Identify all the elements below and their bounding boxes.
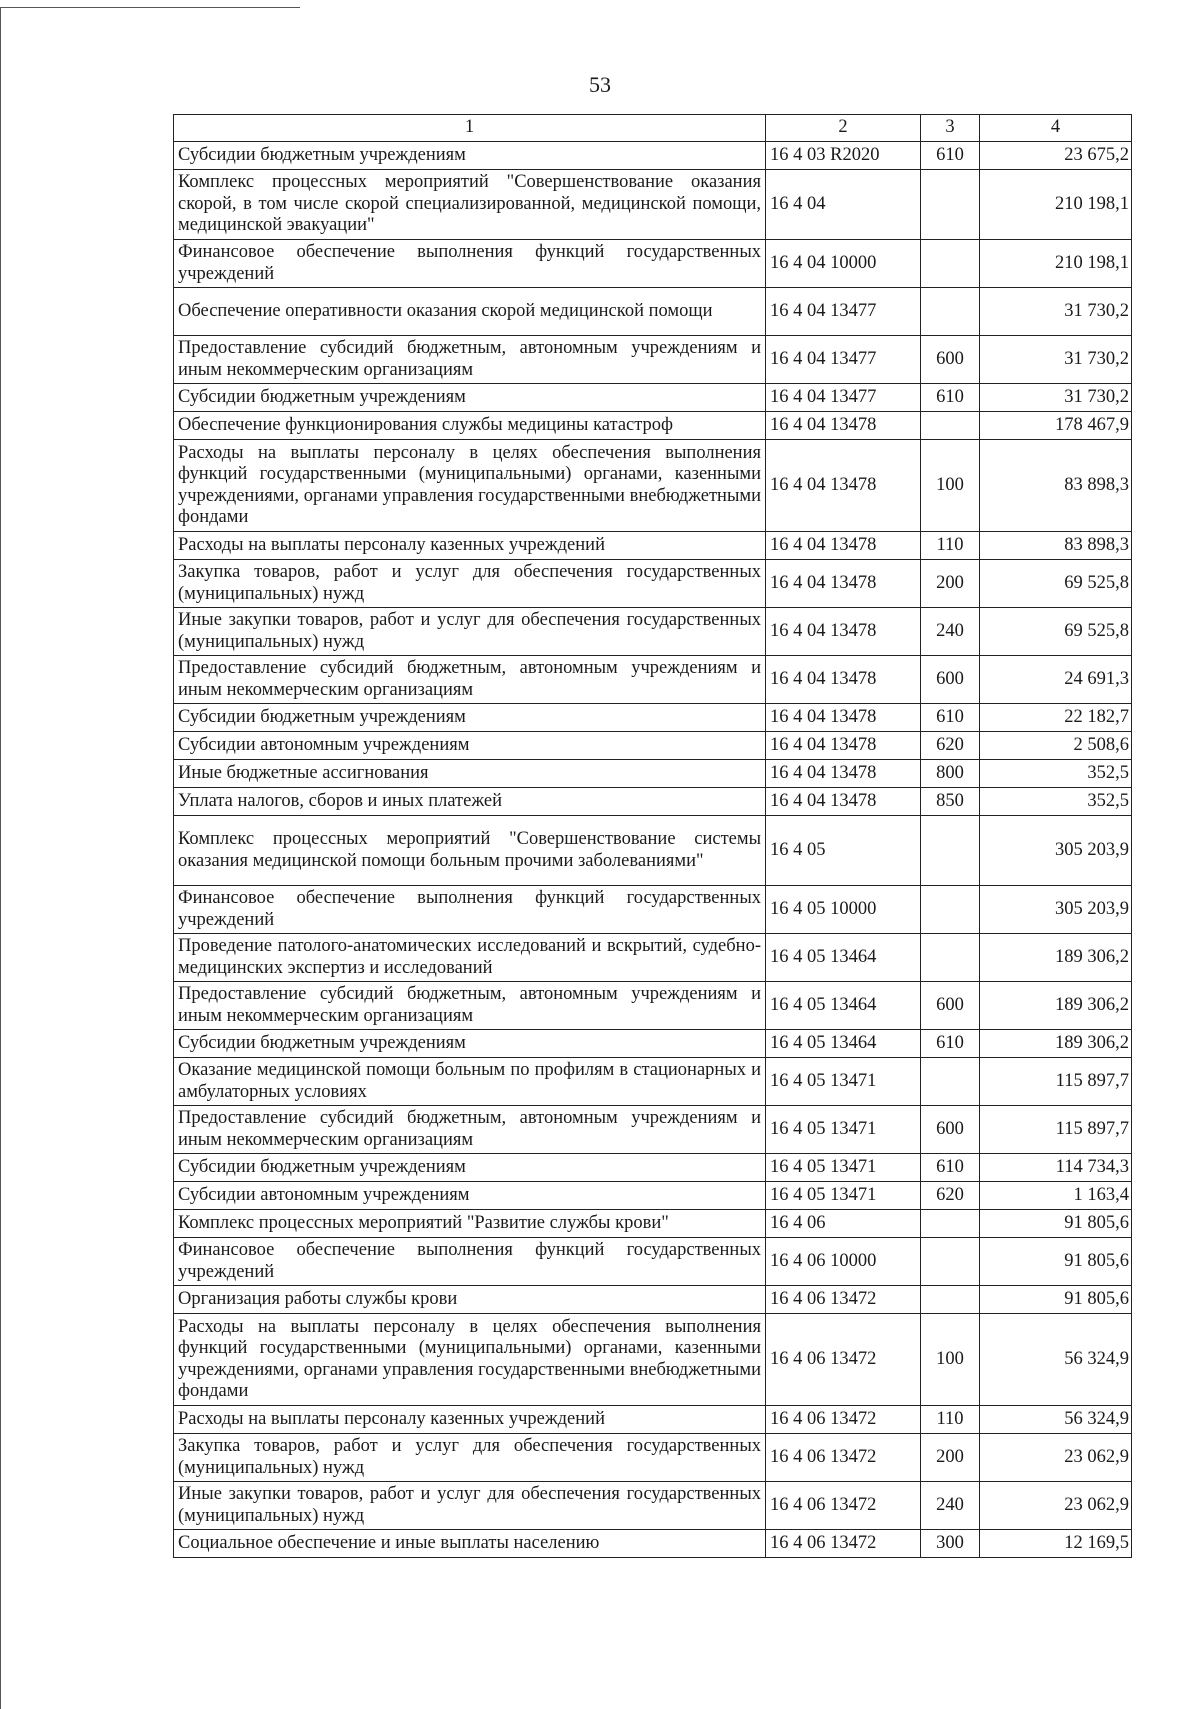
row-amount: 189 306,2 [980, 1030, 1132, 1058]
row-expense-type [921, 1058, 980, 1106]
table-row [174, 788, 1132, 816]
row-name: Комплекс процессных мероприятий "Развитие службы крови" [174, 1210, 766, 1238]
table-row [174, 1182, 1132, 1210]
row-code: 16 4 04 13478 [766, 760, 921, 788]
row-name: Иные закупки товаров, работ и услуг для обеспечения государственных (муниципальных) нужд [174, 1482, 766, 1530]
table-row [174, 982, 1132, 1030]
row-amount: 23 062,9 [980, 1434, 1132, 1482]
row-name: Субсидии бюджетным учреждениям [174, 142, 766, 170]
row-code: 16 4 05 13471 [766, 1058, 921, 1106]
row-expense-type [921, 170, 980, 240]
table-row [174, 336, 1132, 384]
row-expense-type: 610 [921, 704, 980, 732]
row-amount: 91 805,6 [980, 1210, 1132, 1238]
row-name: Предоставление субсидий бюджетным, автономным учреждениям и иным некоммерческим организациям [174, 656, 766, 704]
row-code: 16 4 05 10000 [766, 886, 921, 934]
row-name: Предоставление субсидий бюджетным, автономным учреждениям и иным некоммерческим организациям [174, 1106, 766, 1154]
row-name: Предоставление субсидий бюджетным, автономным учреждениям и иным некоммерческим организациям [174, 982, 766, 1030]
row-name: Субсидии бюджетным учреждениям [174, 1030, 766, 1058]
row-code: 16 4 06 13472 [766, 1434, 921, 1482]
row-expense-type: 110 [921, 1406, 980, 1434]
row-name: Социальное обеспечение и иные выплаты населению [174, 1530, 766, 1558]
row-expense-type: 600 [921, 1106, 980, 1154]
row-expense-type: 240 [921, 608, 980, 656]
row-code: 16 4 05 13464 [766, 1030, 921, 1058]
row-code: 16 4 04 13477 [766, 288, 921, 336]
table-row [174, 1530, 1132, 1558]
table-header-row [174, 115, 1132, 142]
table-row [174, 384, 1132, 412]
table-row [174, 1406, 1132, 1434]
row-name: Субсидии бюджетным учреждениям [174, 1154, 766, 1182]
row-code: 16 4 04 13478 [766, 412, 921, 440]
table-row [174, 1210, 1132, 1238]
row-amount: 210 198,1 [980, 170, 1132, 240]
row-amount: 23 062,9 [980, 1482, 1132, 1530]
row-expense-type: 610 [921, 384, 980, 412]
row-expense-type: 800 [921, 760, 980, 788]
row-amount: 305 203,9 [980, 816, 1132, 886]
row-amount: 69 525,8 [980, 560, 1132, 608]
row-amount: 69 525,8 [980, 608, 1132, 656]
row-expense-type: 620 [921, 732, 980, 760]
row-expense-type: 110 [921, 532, 980, 560]
row-amount: 305 203,9 [980, 886, 1132, 934]
table-row [174, 412, 1132, 440]
table-row [174, 816, 1132, 886]
row-expense-type: 600 [921, 982, 980, 1030]
row-code: 16 4 05 13471 [766, 1182, 921, 1210]
row-name: Обеспечение функционирования службы медицины катастроф [174, 412, 766, 440]
scan-edge-left [0, 7, 1, 1709]
row-amount: 83 898,3 [980, 532, 1132, 560]
row-code: 16 4 06 10000 [766, 1238, 921, 1286]
row-name: Закупка товаров, работ и услуг для обеспечения государственных (муниципальных) нужд [174, 1434, 766, 1482]
row-expense-type: 200 [921, 1434, 980, 1482]
row-name: Предоставление субсидий бюджетным, автономным учреждениям и иным некоммерческим организациям [174, 336, 766, 384]
row-expense-type [921, 412, 980, 440]
row-amount: 178 467,9 [980, 412, 1132, 440]
table-row [174, 704, 1132, 732]
header-col-3: 3 [921, 115, 980, 142]
table-row [174, 170, 1132, 240]
row-amount: 114 734,3 [980, 1154, 1132, 1182]
row-code: 16 4 04 [766, 170, 921, 240]
row-code: 16 4 04 13478 [766, 440, 921, 532]
row-code: 16 4 04 13477 [766, 336, 921, 384]
row-name: Обеспечение оперативности оказания скорой медицинской помощи [174, 288, 766, 336]
row-expense-type: 100 [921, 440, 980, 532]
row-expense-type [921, 1238, 980, 1286]
budget-table [173, 114, 1132, 1558]
row-code: 16 4 06 [766, 1210, 921, 1238]
row-code: 16 4 04 13478 [766, 788, 921, 816]
table-row [174, 288, 1132, 336]
row-code: 16 4 04 13477 [766, 384, 921, 412]
row-amount: 2 508,6 [980, 732, 1132, 760]
row-code: 16 4 06 13472 [766, 1482, 921, 1530]
row-amount: 189 306,2 [980, 934, 1132, 982]
row-name: Субсидии бюджетным учреждениям [174, 704, 766, 732]
row-expense-type [921, 1286, 980, 1314]
table-row [174, 240, 1132, 288]
table-row [174, 560, 1132, 608]
row-expense-type: 610 [921, 142, 980, 170]
row-name: Финансовое обеспечение выполнения функций государственных учреждений [174, 240, 766, 288]
row-expense-type: 300 [921, 1530, 980, 1558]
row-name: Комплекс процессных мероприятий "Совершенствование оказания скорой, в том числе скорой специализированной, медицинской помощи, медицинской эвакуации" [174, 170, 766, 240]
table-row [174, 532, 1132, 560]
row-expense-type: 610 [921, 1030, 980, 1058]
row-expense-type [921, 288, 980, 336]
row-amount: 24 691,3 [980, 656, 1132, 704]
table-row [174, 656, 1132, 704]
row-amount: 31 730,2 [980, 384, 1132, 412]
row-expense-type: 600 [921, 336, 980, 384]
table-row [174, 1058, 1132, 1106]
row-name: Расходы на выплаты персоналу казенных учреждений [174, 532, 766, 560]
row-amount: 31 730,2 [980, 288, 1132, 336]
row-amount: 91 805,6 [980, 1286, 1132, 1314]
header-col-1: 1 [174, 115, 766, 142]
page-number: 53 [589, 72, 611, 97]
budget-table-body [174, 115, 1132, 1558]
row-amount: 1 163,4 [980, 1182, 1132, 1210]
row-amount: 12 169,5 [980, 1530, 1132, 1558]
header-col-4: 4 [980, 115, 1132, 142]
row-name: Проведение патолого-анатомических исследований и вскрытий, судебно-медицинских экспертиз и исследований [174, 934, 766, 982]
row-code: 16 4 04 13478 [766, 656, 921, 704]
row-code: 16 4 04 13478 [766, 732, 921, 760]
table-row [174, 886, 1132, 934]
row-expense-type [921, 886, 980, 934]
header-col-2: 2 [766, 115, 921, 142]
row-amount: 31 730,2 [980, 336, 1132, 384]
table-row [174, 1314, 1132, 1406]
row-expense-type: 200 [921, 560, 980, 608]
row-name: Расходы на выплаты персоналу казенных учреждений [174, 1406, 766, 1434]
row-expense-type [921, 1210, 980, 1238]
row-name: Субсидии бюджетным учреждениям [174, 384, 766, 412]
row-expense-type [921, 934, 980, 982]
table-row [174, 1286, 1132, 1314]
row-code: 16 4 04 10000 [766, 240, 921, 288]
row-code: 16 4 04 13478 [766, 532, 921, 560]
row-code: 16 4 06 13472 [766, 1530, 921, 1558]
row-amount: 23 675,2 [980, 142, 1132, 170]
row-code: 16 4 05 [766, 816, 921, 886]
row-amount: 352,5 [980, 788, 1132, 816]
row-expense-type [921, 240, 980, 288]
row-name: Закупка товаров, работ и услуг для обеспечения государственных (муниципальных) нужд [174, 560, 766, 608]
table-row [174, 1154, 1132, 1182]
row-code: 16 4 05 13464 [766, 934, 921, 982]
row-name: Организация работы службы крови [174, 1286, 766, 1314]
row-expense-type [921, 816, 980, 886]
row-expense-type: 240 [921, 1482, 980, 1530]
table-row [174, 1238, 1132, 1286]
row-code: 16 4 06 13472 [766, 1314, 921, 1406]
table-row [174, 934, 1132, 982]
row-expense-type: 100 [921, 1314, 980, 1406]
row-name: Финансовое обеспечение выполнения функций государственных учреждений [174, 1238, 766, 1286]
row-name: Субсидии автономным учреждениям [174, 732, 766, 760]
table-row [174, 760, 1132, 788]
row-code: 16 4 03 R2020 [766, 142, 921, 170]
scan-edge-top [0, 7, 300, 8]
row-amount: 352,5 [980, 760, 1132, 788]
row-name: Расходы на выплаты персоналу в целях обеспечения выполнения функций государственными (муниципальными) органами, казенными учреждениями, органами управления государственными внебюджетными фондами [174, 440, 766, 532]
table-row [174, 1030, 1132, 1058]
row-name: Оказание медицинской помощи больным по профилям в стационарных и амбулаторных условиях [174, 1058, 766, 1106]
row-code: 16 4 04 13478 [766, 608, 921, 656]
table-row [174, 1482, 1132, 1530]
table-row [174, 1434, 1132, 1482]
row-code: 16 4 06 13472 [766, 1286, 921, 1314]
row-name: Иные закупки товаров, работ и услуг для обеспечения государственных (муниципальных) нужд [174, 608, 766, 656]
row-amount: 56 324,9 [980, 1314, 1132, 1406]
table-row [174, 608, 1132, 656]
row-code: 16 4 05 13471 [766, 1106, 921, 1154]
row-code: 16 4 05 13471 [766, 1154, 921, 1182]
row-code: 16 4 05 13464 [766, 982, 921, 1030]
row-expense-type: 620 [921, 1182, 980, 1210]
row-code: 16 4 06 13472 [766, 1406, 921, 1434]
row-name: Комплекс процессных мероприятий "Совершенствование системы оказания медицинской помощи больным прочими заболеваниями" [174, 816, 766, 886]
row-name: Субсидии автономным учреждениям [174, 1182, 766, 1210]
table-row [174, 732, 1132, 760]
row-expense-type: 600 [921, 656, 980, 704]
row-code: 16 4 04 13478 [766, 560, 921, 608]
row-expense-type: 850 [921, 788, 980, 816]
row-amount: 83 898,3 [980, 440, 1132, 532]
row-name: Расходы на выплаты персоналу в целях обеспечения выполнения функций государственными (муниципальными) органами, казенными учреждениями, органами управления государственными внебюджетными фондами [174, 1314, 766, 1406]
row-amount: 210 198,1 [980, 240, 1132, 288]
row-amount: 189 306,2 [980, 982, 1132, 1030]
row-name: Уплата налогов, сборов и иных платежей [174, 788, 766, 816]
table-row [174, 142, 1132, 170]
row-amount: 115 897,7 [980, 1106, 1132, 1154]
row-code: 16 4 04 13478 [766, 704, 921, 732]
row-amount: 115 897,7 [980, 1058, 1132, 1106]
row-amount: 56 324,9 [980, 1406, 1132, 1434]
row-amount: 91 805,6 [980, 1238, 1132, 1286]
row-amount: 22 182,7 [980, 704, 1132, 732]
table-row [174, 440, 1132, 532]
row-expense-type: 610 [921, 1154, 980, 1182]
table-row [174, 1106, 1132, 1154]
row-name: Финансовое обеспечение выполнения функций государственных учреждений [174, 886, 766, 934]
row-name: Иные бюджетные ассигнования [174, 760, 766, 788]
